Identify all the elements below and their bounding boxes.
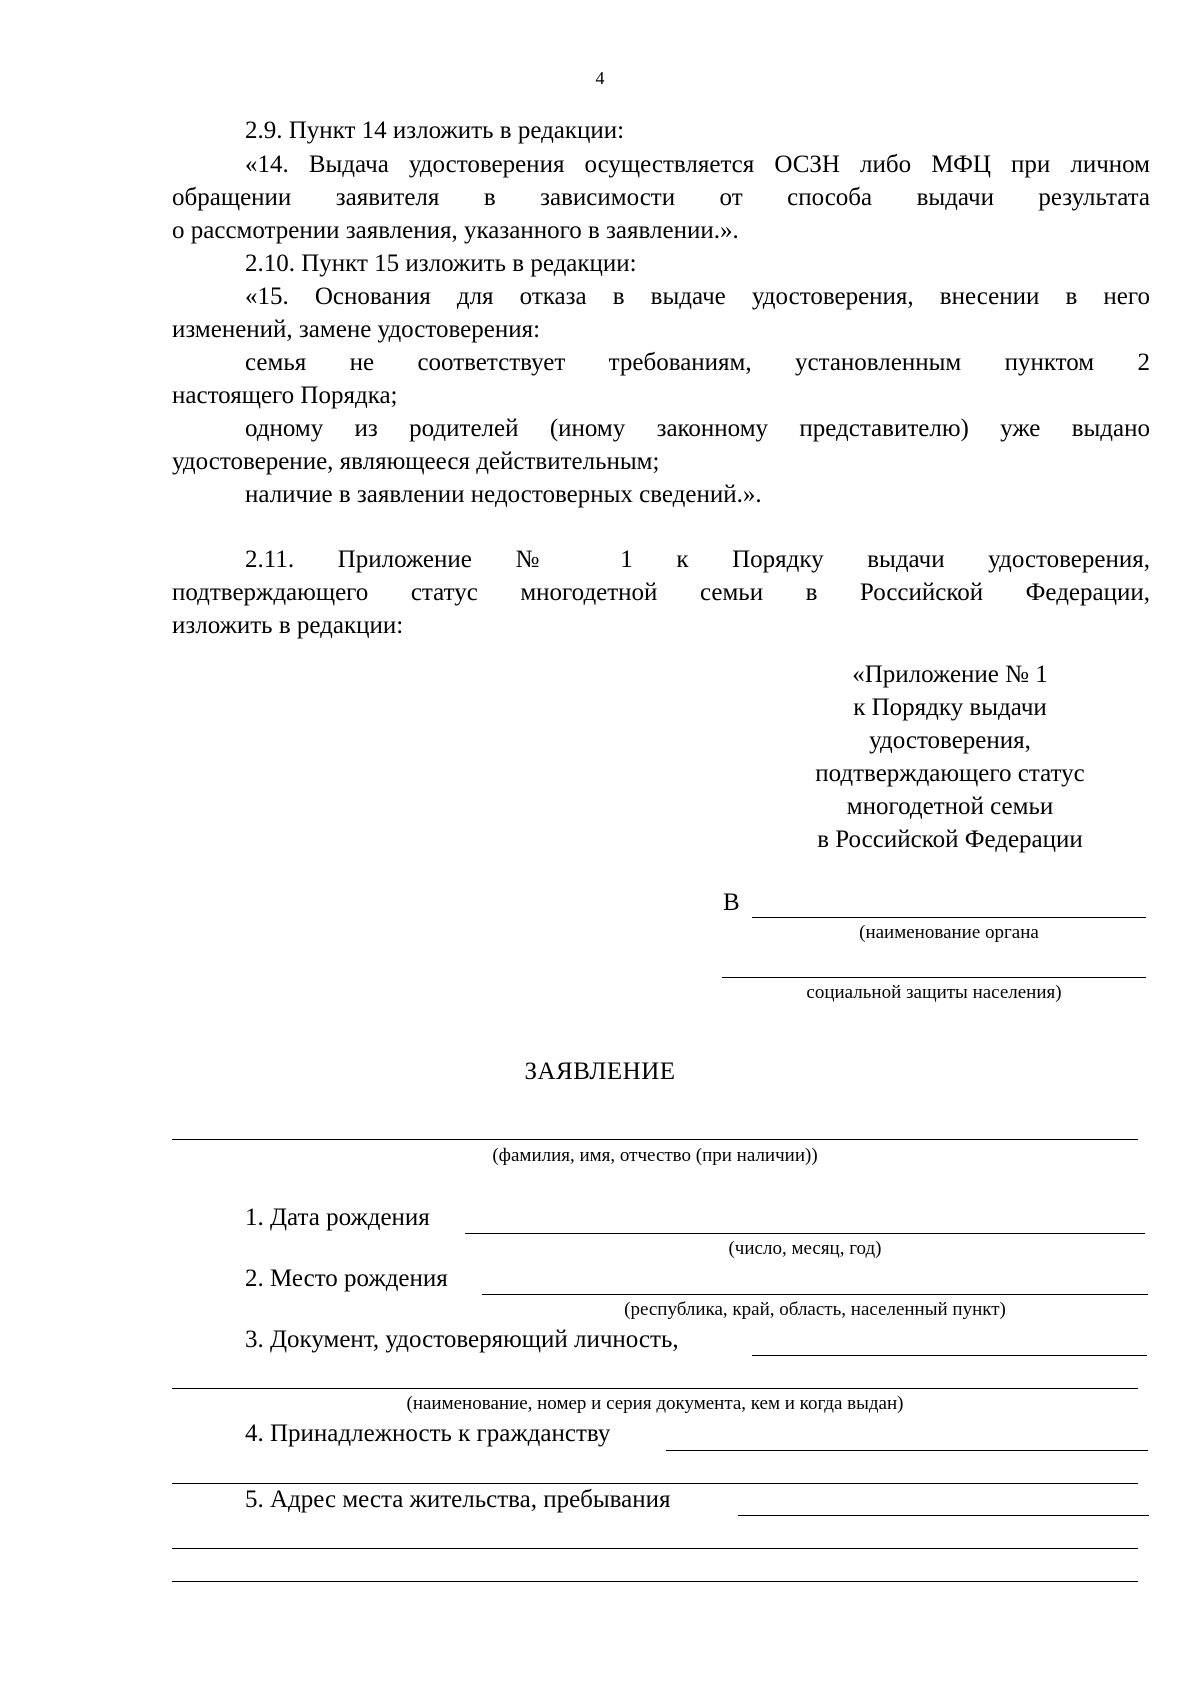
fio-caption: (фамилия, имя, отчество (при наличии)) — [492, 1145, 818, 1166]
addressee-prefix: В — [723, 889, 740, 916]
field-id-document-label: 3. Документ, удостоверяющий личность, — [245, 1326, 679, 1353]
section-2-9-heading: 2.9. Пункт 14 изложить в редакции: — [245, 117, 625, 144]
id-document-caption: (наименование, номер и серия документа, кем и когда выдан) — [406, 1393, 904, 1414]
section-2-11-line-3: изложить в редакции: — [172, 612, 404, 639]
section-2-11-line-2: подтверждающего статус многодетной семьи в Российской Федерации, — [172, 579, 1150, 606]
appendix-header-line-4: подтверждающего статус — [815, 760, 1085, 787]
addressee-line-2[interactable] — [722, 977, 1146, 978]
id-document-field-line-2[interactable] — [172, 1388, 1138, 1389]
citizenship-field-line-2[interactable] — [172, 1483, 1138, 1484]
address-field-line-3[interactable] — [172, 1581, 1138, 1582]
birth-date-field[interactable] — [465, 1233, 1145, 1234]
birth-place-caption: (республика, край, область, населенный пункт) — [624, 1299, 1006, 1320]
refusal-ground-2-line-2: удостоверение, являющееся действительным; — [172, 448, 660, 475]
section-2-11-line-1: 2.11. Приложение № 1 к Порядку выдачи удостоверения, — [245, 546, 1150, 573]
refusal-ground-3: наличие в заявлении недостоверных сведений.». — [245, 481, 762, 508]
field-address-label: 5. Адрес места жительства, пребывания — [245, 1486, 671, 1513]
address-field-line-2[interactable] — [172, 1548, 1138, 1549]
id-document-field-line-1[interactable] — [752, 1355, 1147, 1356]
paragraph-14-line-2: обращении заявителя в зависимости от способа выдачи результата — [172, 184, 1150, 211]
appendix-header-line-1: «Приложение № 1 — [852, 661, 1048, 688]
birth-date-caption: (число, месяц, год) — [728, 1238, 882, 1259]
appendix-header-line-6: в Российской Федерации — [817, 826, 1083, 853]
section-2-10-heading: 2.10. Пункт 15 изложить в редакции: — [245, 250, 637, 277]
field-birth-date-label: 1. Дата рождения — [245, 1204, 430, 1231]
addressee-caption-1: (наименование органа — [859, 922, 1039, 943]
field-citizenship-label: 4. Принадлежность к гражданству — [245, 1420, 611, 1447]
addressee-line-1[interactable] — [752, 917, 1146, 918]
address-field-line-1[interactable] — [738, 1515, 1149, 1516]
form-title: ЗАЯВЛЕНИЕ — [524, 1058, 676, 1085]
refusal-ground-1-line-2: настоящего Порядка; — [172, 382, 398, 409]
refusal-ground-2-line-1: одному из родителей (иному законному представителю) уже выдано — [245, 415, 1150, 442]
appendix-header-line-3: удостоверения, — [869, 727, 1031, 754]
paragraph-14-line-1: «14. Выдача удостоверения осуществляется ОСЗН либо МФЦ при личном — [245, 151, 1150, 178]
birth-place-field[interactable] — [482, 1294, 1148, 1295]
paragraph-15-line-1: «15. Основания для отказа в выдаче удостоверения, внесении в него — [245, 283, 1150, 310]
paragraph-15-line-2: изменений, замене удостоверения: — [172, 316, 541, 343]
field-birth-place-label: 2. Место рождения — [245, 1265, 448, 1292]
paragraph-14-line-3: о рассмотрении заявления, указанного в заявлении.». — [172, 217, 739, 244]
fio-line[interactable] — [172, 1139, 1138, 1140]
appendix-header-line-5: многодетной семьи — [846, 793, 1054, 820]
citizenship-field-line-1[interactable] — [666, 1450, 1148, 1451]
appendix-header-line-2: к Порядку выдачи — [853, 694, 1047, 721]
page-number: 4 — [595, 68, 605, 88]
addressee-caption-2: социальной защиты населения) — [806, 982, 1062, 1003]
refusal-ground-1-line-1: семья не соответствует требованиям, установленным пунктом 2 — [245, 349, 1150, 376]
